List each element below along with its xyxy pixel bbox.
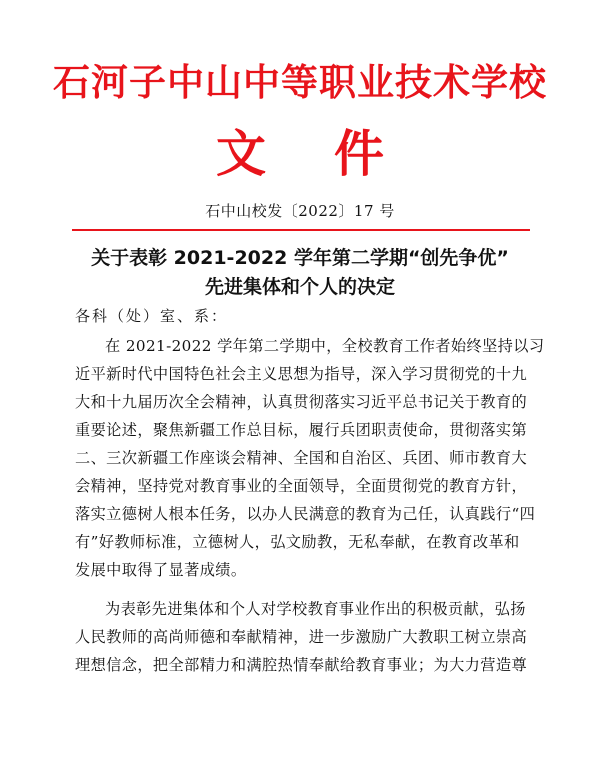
document-type-header: 文件	[216, 125, 452, 183]
body-paragraph-1	[75, 332, 545, 584]
document-issuer-header: 石河子中山中等职业技术学校	[53, 61, 547, 104]
paragraph-line: 人民教师的高尚师德和奉献精神，进一步激励广大教职工树立崇高	[75, 628, 528, 646]
paragraph-line: 在 2021-2022 学年第二学期中，全校教育工作者始终坚持以习	[105, 337, 545, 355]
paragraph-line: 发展中取得了显著成绩。	[75, 561, 247, 579]
salutation: 各科（处）室、系：	[75, 307, 229, 325]
paragraph-line: 有”好教师标准，立德树人，弘文励教，无私奉献，在教育改革和	[75, 533, 520, 551]
paragraph-line: 会精神，坚持党对教育事业的全面领导，全面贯彻党的教育方针，	[75, 477, 528, 495]
document-number: 石中山校发〔2022〕17 号	[205, 202, 395, 220]
body-paragraph-2	[75, 595, 531, 679]
paragraph-line: 大和十九届历次全会精神，认真贯彻落实习近平总书记关于教育的	[75, 393, 528, 411]
paragraph-line: 重要论述，聚焦新疆工作总目标，履行兵团职责使命，贯彻落实第	[75, 421, 528, 439]
paragraph-line: 落实立德树人根本任务，以办人民满意的教育为己任，认真践行“四	[75, 505, 536, 523]
paragraph-line: 近平新时代中国特色社会主义思想为指导，深入学习贯彻党的十九	[75, 365, 528, 383]
red-separator-line	[72, 229, 530, 231]
document-title-line-2: 先进集体和个人的决定	[204, 276, 395, 298]
document-title-line-1: 关于表彰 2021-2022 学年第二学期“创先争优”	[91, 247, 509, 269]
paragraph-line: 为表彰先进集体和个人对学校教育事业作出的积极贡献，弘扬	[105, 600, 526, 618]
paragraph-line: 理想信念，把全部精力和满腔热情奉献给教育事业；为大力营造尊	[75, 656, 528, 674]
paragraph-line: 二、三次新疆工作座谈会精神、全国和自治区、兵团、师市教育大	[75, 449, 528, 467]
